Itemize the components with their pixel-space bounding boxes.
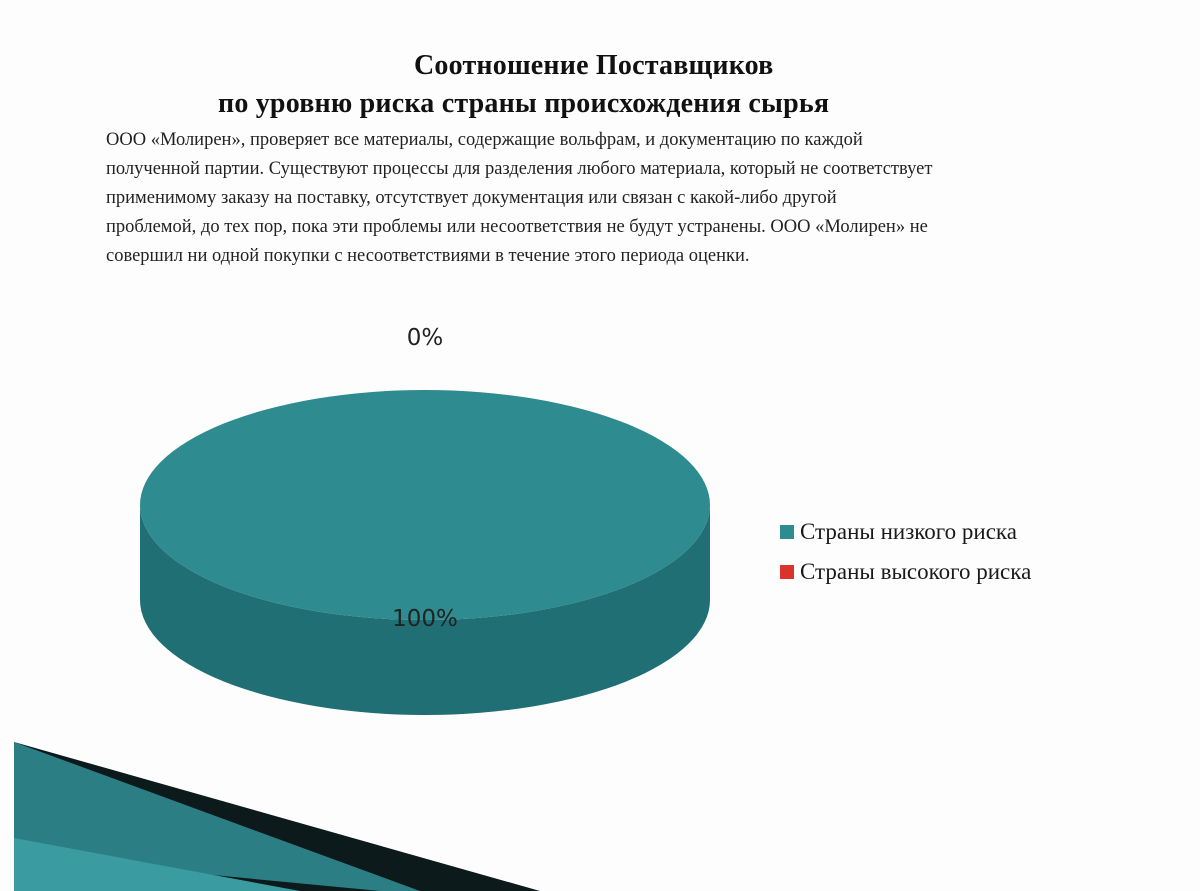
intro-line: полученной партии. Существуют процессы для разделения любого материала, который не соответствует <box>106 159 933 179</box>
legend-item-high-risk <box>780 552 1031 592</box>
data-label-low-risk: 100% <box>392 606 458 632</box>
intro-line: ООО «Молирен», проверяет все материалы, содержащие вольфрам, и документацию по каждой <box>106 130 863 150</box>
legend-item-low-risk <box>780 512 1031 552</box>
legend-swatch-high-risk <box>780 565 794 579</box>
intro-line: проблемой, до тех пор, пока эти проблемы или несоответствия не будут устранены. ООО «Молирен» не <box>106 217 928 237</box>
data-label-high-risk: 0% <box>406 325 444 351</box>
intro-line: совершил ни одной покупки с несоответствиями в течение этого периода оценки. <box>106 246 750 266</box>
chart-legend <box>780 512 1031 592</box>
legend-label-low-risk: Страны низкого риска <box>800 519 1017 544</box>
legend-swatch-low-risk <box>780 525 794 539</box>
decorative-swoosh <box>14 742 540 891</box>
intro-paragraph <box>106 126 1156 271</box>
pie-slice-low-risk <box>140 390 710 620</box>
pie-group <box>140 325 710 715</box>
chart-title-line-2: по уровню риска страны происхождения сырья <box>218 88 830 119</box>
legend-label-high-risk: Страны высокого риска <box>800 559 1032 584</box>
chart-title-line-1: Соотношение Поставщиков <box>414 50 774 81</box>
intro-line: применимому заказу на поставку, отсутствует документация или связан с какой-либо другой <box>106 188 837 208</box>
